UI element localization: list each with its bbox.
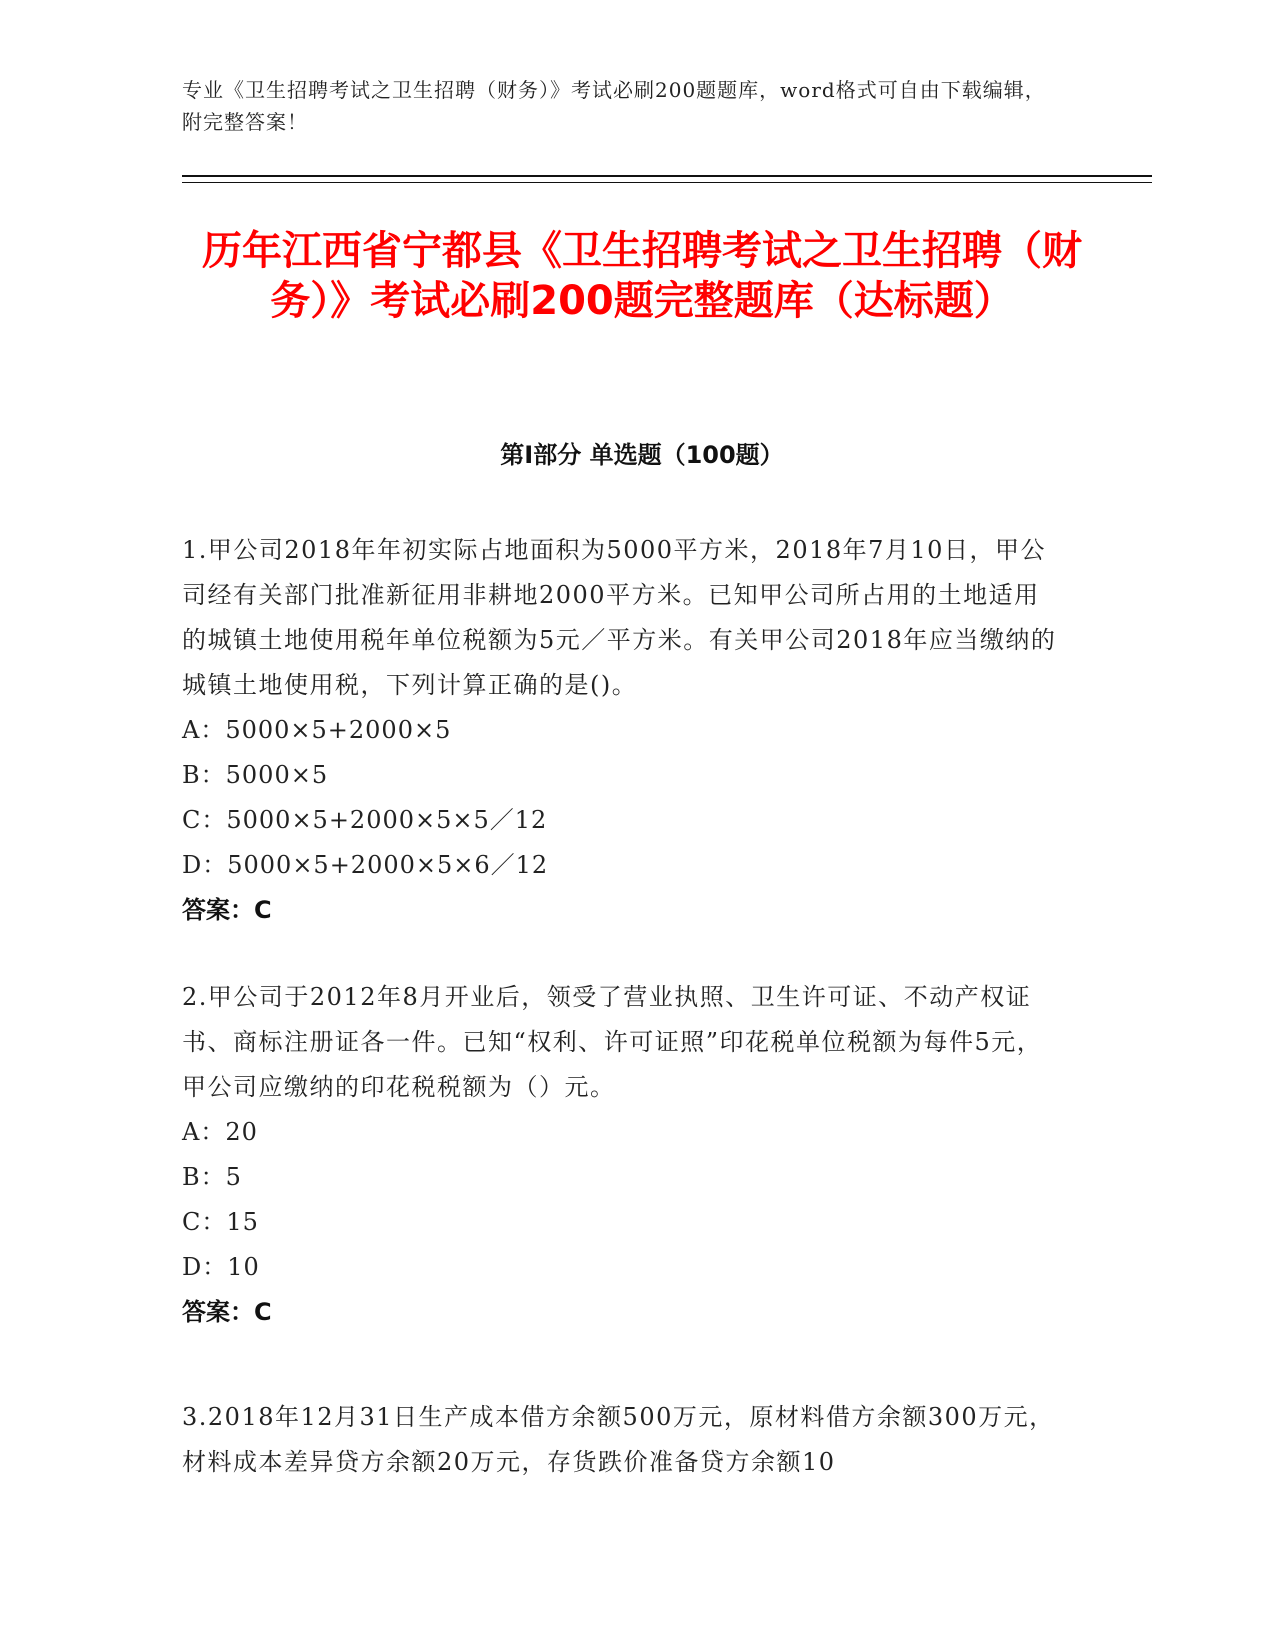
option-c: C：15 bbox=[182, 1208, 259, 1236]
question-stem: 3.2018年12月31日生产成本借方余额500万元，原材料借方余额300万元，材料成本差异贷方余额20万元，存货跌价准备贷方余额10 bbox=[182, 1403, 1055, 1476]
answer: 答案：C bbox=[182, 1298, 272, 1326]
option-d: D：5000×5+2000×5×6／12 bbox=[182, 851, 549, 879]
option-d: D：10 bbox=[182, 1253, 260, 1281]
header-divider-thick bbox=[182, 175, 1152, 177]
question-1 bbox=[182, 528, 1062, 933]
header-divider-thin bbox=[182, 182, 1152, 183]
option-b: B：5 bbox=[182, 1163, 242, 1191]
question-3 bbox=[182, 1395, 1062, 1485]
option-b: B：5000×5 bbox=[182, 761, 329, 789]
question-2 bbox=[182, 975, 1062, 1335]
question-stem: 2.甲公司于2012年8月开业后，领受了营业执照、卫生许可证、不动产权证书、商标注册证各一件。已知“权利、许可证照”印花税单位税额为每件5元，甲公司应缴纳的印花税税额为（）元。 bbox=[182, 983, 1043, 1101]
option-a: A：20 bbox=[182, 1118, 258, 1146]
header-note: 专业《卫生招聘考试之卫生招聘（财务）》考试必刷200题题库，word格式可自由下载编辑，附完整答案！ bbox=[182, 78, 1046, 134]
option-c: C：5000×5+2000×5×5／12 bbox=[182, 806, 548, 834]
document-title: 历年江西省宁都县《卫生招聘考试之卫生招聘（财务）》考试必刷200题完整题库（达标题） bbox=[202, 228, 1082, 324]
answer: 答案：C bbox=[182, 896, 272, 924]
section-title: 第I部分 单选题（100题） bbox=[500, 441, 784, 469]
question-stem: 1.甲公司2018年年初实际占地面积为5000平方米，2018年7月10日，甲公司经有关部门批准新征用非耕地2000平方米。已知甲公司所占用的土地适用的城镇土地使用税年单位税额为5元／平方米。有关甲公司2018年应当缴纳的城镇土地使用税，下列计算正确的是()。 bbox=[182, 536, 1057, 699]
option-a: A：5000×5+2000×5 bbox=[182, 716, 452, 744]
